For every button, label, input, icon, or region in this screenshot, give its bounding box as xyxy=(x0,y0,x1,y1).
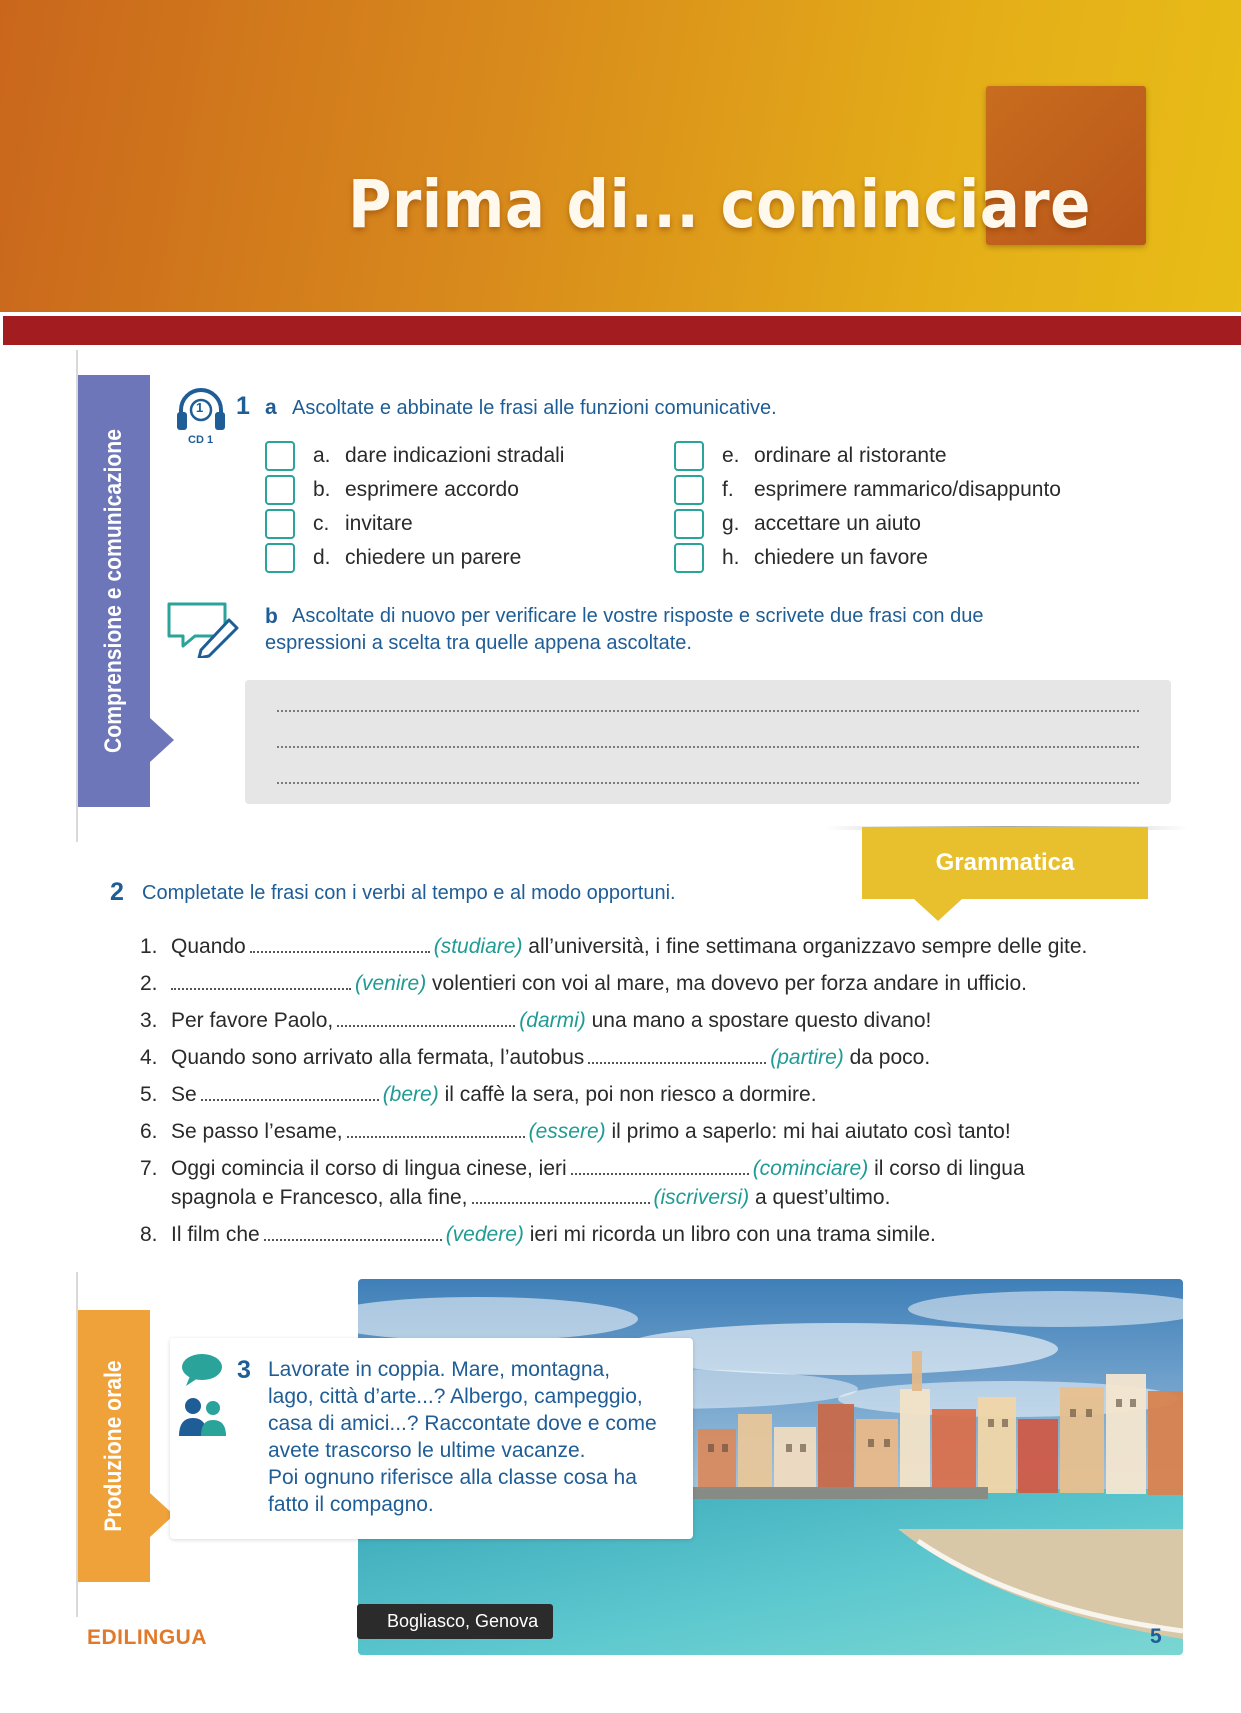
fill-blank[interactable] xyxy=(201,1083,379,1101)
option-item: a. dare indicazioni stradali xyxy=(265,441,564,471)
sentence-item: 8. Il film che (vedere) ieri mi ricorda un libro con una trama simile. xyxy=(140,1223,936,1246)
fill-blank[interactable] xyxy=(347,1120,525,1138)
pair-work-icon xyxy=(176,1394,230,1438)
section-tab-arrow xyxy=(914,899,962,921)
sentence-item: 4. Quando sono arrivato alla fermata, l’autobus (partire) da poco. xyxy=(140,1046,931,1069)
page-header xyxy=(0,0,1241,312)
fill-blank[interactable] xyxy=(571,1157,749,1175)
exercise-number: 3 xyxy=(237,1356,251,1384)
answer-checkbox[interactable] xyxy=(674,543,704,573)
writing-icon xyxy=(165,598,241,658)
cd-track-number: 1 xyxy=(196,400,204,415)
page-title: Prima di... cominciare xyxy=(348,166,1091,243)
writing-line[interactable] xyxy=(277,782,1139,784)
option-item: d. chiedere un parere xyxy=(265,543,521,573)
fill-blank[interactable] xyxy=(472,1186,650,1204)
writing-line[interactable] xyxy=(277,710,1139,712)
answer-checkbox[interactable] xyxy=(265,441,295,471)
exercise-instruction: Ascoltate e abbinate le frasi alle funzioni comunicative. xyxy=(292,397,777,419)
answer-checkbox[interactable] xyxy=(265,543,295,573)
answer-checkbox[interactable] xyxy=(674,441,704,471)
exercise-instruction: espressioni a scelta tra quelle appena ascoltate. xyxy=(265,632,692,654)
fill-blank[interactable] xyxy=(588,1046,766,1064)
page-number: 5 xyxy=(1150,1625,1162,1648)
sentence-continuation: spagnola e Francesco, alla fine, (iscriversi) a quest’ultimo. xyxy=(171,1186,891,1209)
option-item: b. esprimere accordo xyxy=(265,475,519,505)
section-tab-comprensione xyxy=(78,375,150,807)
option-item: f. esprimere rammarico/disappunto xyxy=(674,475,1061,505)
section-label: Grammatica xyxy=(935,849,1075,876)
sentence-item: 3. Per favore Paolo, (darmi) una mano a spostare questo divano! xyxy=(140,1009,932,1032)
option-item: e. ordinare al ristorante xyxy=(674,441,947,471)
exercise-instruction: Completate le frasi con i verbi al tempo e al modo opportuni. xyxy=(142,882,676,904)
exercise-3-text: Lavorate in coppia. Mare, montagna, lago, città d’arte...? Albergo, campeggio, casa di amici...? Raccontate dove e come avete trascorso le ultime vacanze. Poi ognuno riferisce alla classe cosa ha fatto il compagno. xyxy=(268,1358,657,1516)
exercise-letter: a xyxy=(265,396,277,419)
sentence-item: 7. Oggi comincia il corso di lingua cinese, ieri (cominciare) il corso di lingua xyxy=(140,1157,1025,1180)
photo-caption: Bogliasco, Genova xyxy=(357,1604,553,1639)
publisher-logo: EDILINGUA xyxy=(87,1626,207,1649)
section-tab-produzione xyxy=(78,1310,150,1582)
section-label: Produzione orale xyxy=(100,1360,127,1532)
answer-checkbox[interactable] xyxy=(674,475,704,505)
answer-checkbox[interactable] xyxy=(265,475,295,505)
section-tab-arrow xyxy=(150,718,174,762)
exercise-number: 1 xyxy=(236,392,250,420)
fill-blank[interactable] xyxy=(250,935,430,953)
fill-blank[interactable] xyxy=(264,1223,442,1241)
sentence-item: 1. Quando (studiare) all’università, i fine settimana organizzavo sempre delle gite. xyxy=(140,935,1088,958)
speech-bubble-icon xyxy=(180,1352,224,1388)
option-item: g. accettare un aiuto xyxy=(674,509,921,539)
answer-checkbox[interactable] xyxy=(265,509,295,539)
header-band xyxy=(3,316,1241,345)
exercise-letter: b xyxy=(265,605,278,628)
section-label: Comprensione e comunicazione xyxy=(100,429,127,753)
writing-line[interactable] xyxy=(277,746,1139,748)
option-item: c. invitare xyxy=(265,509,413,539)
fill-blank[interactable] xyxy=(171,972,351,990)
option-item: h. chiedere un favore xyxy=(674,543,928,573)
exercise-number: 2 xyxy=(110,878,124,906)
exercise-instruction: Ascoltate di nuovo per verificare le vostre risposte e scrivete due frasi con due xyxy=(292,605,984,627)
cd-label: CD 1 xyxy=(188,434,214,446)
section-tab-grammatica xyxy=(862,827,1148,899)
sentence-item: 6. Se passo l’esame, (essere) il primo a saperlo: mi hai aiutato così tanto! xyxy=(140,1120,1011,1143)
answer-checkbox[interactable] xyxy=(674,509,704,539)
sentence-item: 5. Se (bere) il caffè la sera, poi non riesco a dormire. xyxy=(140,1083,817,1106)
writing-area[interactable] xyxy=(245,680,1171,804)
fill-blank[interactable] xyxy=(337,1009,515,1027)
sentence-item: 2. (venire) volentieri con voi al mare, ma dovevo per forza andare in ufficio. xyxy=(140,972,1027,995)
